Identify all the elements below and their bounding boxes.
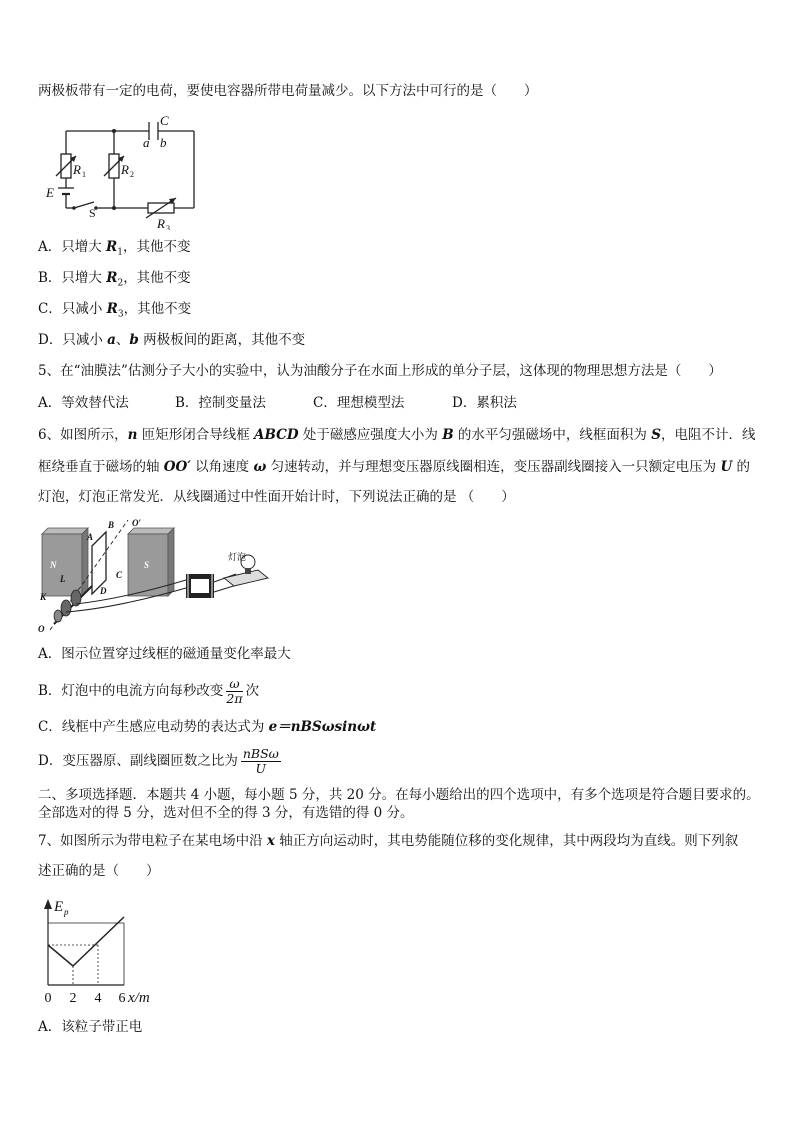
q4-option-c: C．只减小 $R_3$，其他不变 bbox=[38, 301, 192, 320]
label-K: K bbox=[40, 592, 47, 602]
q7-stem-line2: 述正确的是（ ） bbox=[38, 863, 160, 879]
label-b: b bbox=[160, 135, 167, 150]
q4-option-a: A．只增大 $R_1$，其他不变 bbox=[38, 239, 191, 258]
label-a: a bbox=[143, 135, 150, 150]
label-S: S bbox=[89, 206, 96, 220]
label-L: L bbox=[60, 574, 66, 584]
section2-line1: 二、多项选择题．本题共 4 小题，每小题 5 分，共 20 分。在每小题给出的四个选项中，有多个选项是符合题目要求的。 bbox=[38, 787, 760, 803]
label-C: C bbox=[160, 113, 169, 128]
magnet-N: N bbox=[50, 560, 57, 570]
tick-6: 6 bbox=[118, 991, 126, 1006]
q6-option-d: D．变压器原、副线圈匝数之比为 $\frac{\text{nBSω}}{U}$ bbox=[38, 746, 279, 776]
label-A: A bbox=[87, 532, 94, 542]
label-R1-sub: 1 bbox=[82, 170, 86, 179]
q5-option-b: B．控制变量法 bbox=[175, 395, 266, 411]
q6-option-a: A．图示位置穿过线框的磁通量变化率最大 bbox=[38, 646, 291, 662]
q7-potential-energy-graph bbox=[36, 895, 176, 1007]
q6-option-b: B．灯泡中的电流方向每秒改变 $\frac{\omega}{2\pi}$ 次 bbox=[38, 676, 260, 706]
label-R2: R bbox=[121, 162, 129, 177]
label-B: B bbox=[108, 520, 115, 530]
q4-option-b: B．只增大 $R_2$，其他不变 bbox=[38, 270, 191, 289]
label-D: D bbox=[100, 586, 107, 596]
q5-option-a: A．等效替代法 bbox=[38, 395, 129, 411]
q6-option-c: C．线框中产生感应电动势的表达式为 e＝nBSωsinωt bbox=[38, 719, 377, 735]
label-R3: R bbox=[157, 216, 165, 230]
q5-option-c: C．理想模型法 bbox=[313, 395, 405, 411]
q7-option-a: A．该粒子带正电 bbox=[38, 1019, 143, 1035]
label-O-prime: O′ bbox=[132, 518, 142, 528]
label-O: O bbox=[38, 624, 45, 634]
tick-2: 2 bbox=[69, 991, 77, 1006]
tick-0: 0 bbox=[44, 991, 52, 1006]
magnet-S: S bbox=[144, 560, 150, 570]
label-R2-sub: 2 bbox=[130, 170, 134, 179]
section2-line2: 全部选对的得 5 分，选对但不全的得 3 分，有选错的得 0 分。 bbox=[38, 805, 414, 821]
label-R3-sub: 3 bbox=[166, 224, 170, 230]
q6-generator-figure bbox=[36, 512, 276, 636]
y-label-sub: p bbox=[64, 907, 69, 917]
label-lamp: 灯泡 bbox=[228, 552, 247, 562]
q6-stem-line3: 灯泡，灯泡正常发光．从线圈通过中性面开始计时，下列说法正确的是 （ ） bbox=[38, 489, 515, 505]
x-label: x/m bbox=[128, 990, 150, 1006]
y-label: E bbox=[54, 899, 64, 915]
q5-stem: 5、在“油膜法”估测分子大小的实验中，认为油酸分子在水面上形成的单分子层，这体现的物理思想方法是（ ） bbox=[38, 363, 722, 379]
tick-4: 4 bbox=[94, 991, 102, 1006]
q4-stem: 两极板带有一定的电荷，要使电容器所带电荷量减少。以下方法中可行的是（ ） bbox=[38, 83, 538, 99]
label-C: C bbox=[116, 570, 123, 580]
q6-stem-line1: 6、如图所示，n 匝矩形闭合导线框 ABCD 处于磁感应强度大小为 B 的水平匀强磁场中，线框面积为 S，电阻不计．线 bbox=[38, 427, 756, 443]
q7-stem-line1: 7、如图所示为带电粒子在某电场中沿 x 轴正方向运动时，其电势能随位移的变化规律，其中两段均为直线。则下列叙 bbox=[38, 833, 739, 849]
q4-option-d: D．只减小 a、b 两极板间的距离，其他不变 bbox=[38, 332, 306, 348]
label-R1: R bbox=[73, 162, 81, 177]
ep-curve bbox=[48, 917, 124, 966]
q5-option-d: D．累积法 bbox=[452, 395, 517, 411]
q6-stem-line2: 框绕垂直于磁场的轴 OO′ 以角速度 ω 匀速转动，并与理想变压器原线圈相连，变压器副线圈接入一只额定电压为 U 的 bbox=[38, 459, 751, 475]
label-E: E bbox=[46, 185, 54, 200]
q4-circuit-figure bbox=[44, 112, 210, 230]
